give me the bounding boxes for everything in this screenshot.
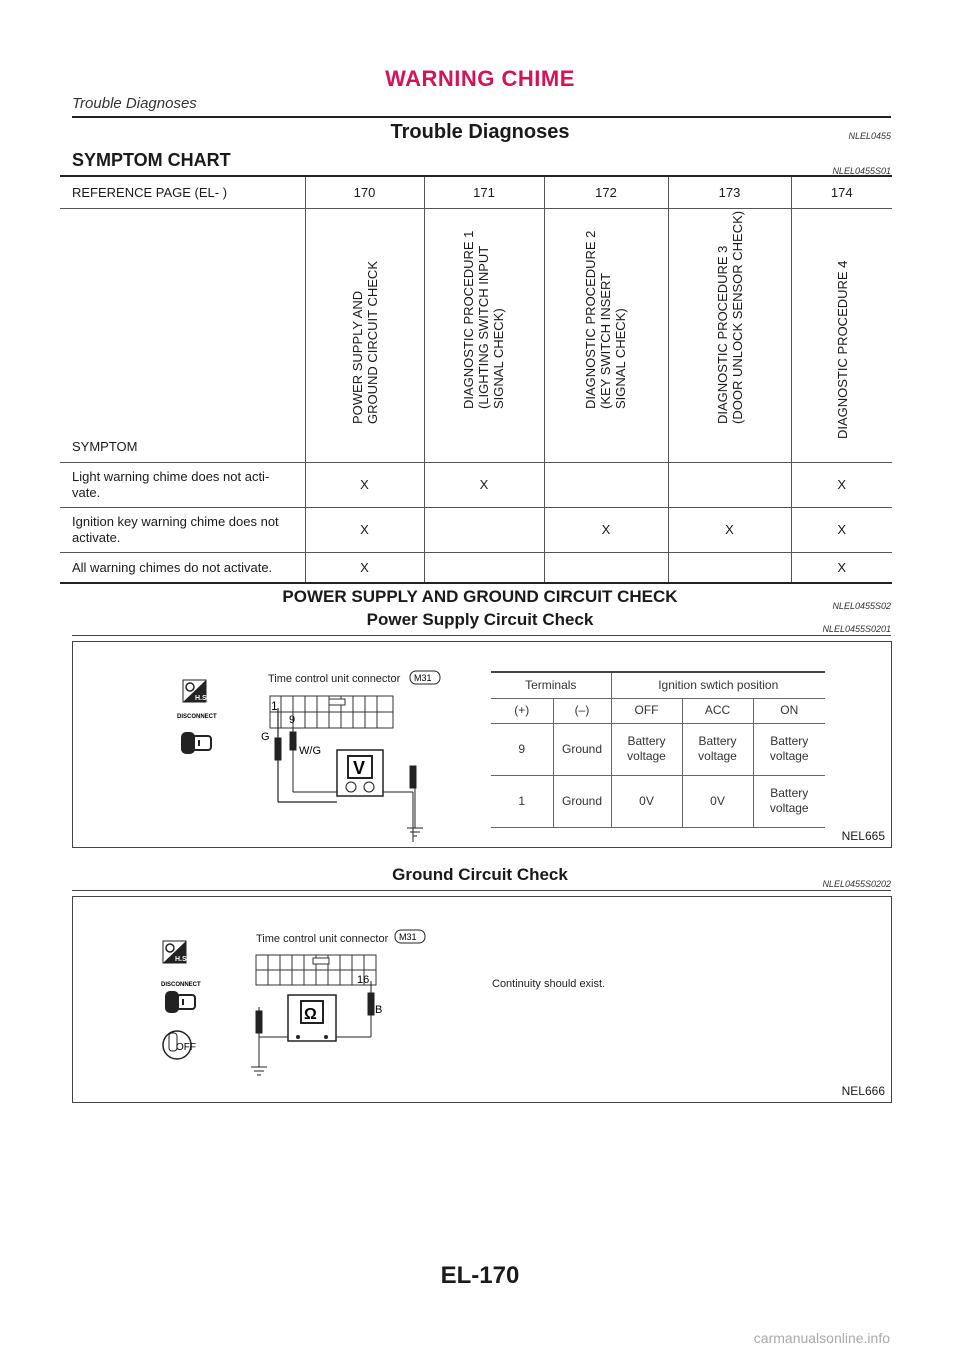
mark: X [791, 507, 892, 552]
mark [424, 552, 544, 583]
symptom-label: SYMPTOM [60, 208, 305, 462]
wire-wg-label: W/G [299, 745, 321, 757]
procedure-heading: DIAGNOSTIC PROCEDURE 4 [834, 260, 850, 439]
power-supply-figure [72, 641, 892, 848]
ref-page: 173 [668, 176, 791, 208]
symptom-text: All warning chimes do not activate. [60, 552, 305, 583]
procedure-heading: POWER SUPPLY AND GROUND CIRCUIT CHECK [349, 260, 380, 424]
cell: 0V [682, 775, 753, 827]
cell: Ground [553, 723, 611, 775]
mark: X [791, 552, 892, 583]
symptom-text: Ignition key warning chime does not activate. [60, 507, 305, 552]
table-row [491, 723, 825, 775]
ground-icon [407, 782, 423, 836]
figure-id: NEL666 [841, 1084, 885, 1098]
hs-icon [163, 941, 189, 963]
ignition-position-heading: Ignition swtich position [611, 672, 825, 698]
cell: Battery voltage [753, 775, 825, 827]
pin-16-label: 16 [357, 974, 370, 986]
mark: X [424, 462, 544, 507]
mark [668, 462, 791, 507]
section-title: Trouble Diagnoses [390, 121, 570, 143]
ground-icon [251, 1067, 267, 1075]
chapter-subtitle: Trouble Diagnoses [72, 95, 197, 112]
page-number: EL-170 [440, 1262, 520, 1289]
disconnect-icon [181, 732, 211, 754]
connector-label: Time control unit connector [256, 933, 389, 945]
ref-page: 170 [305, 176, 424, 208]
col-heading: OFF [611, 698, 682, 723]
reference-page-row [60, 176, 892, 208]
cell: 1 [491, 775, 553, 827]
connector-id: M31 [414, 673, 432, 683]
ref-page: 174 [791, 176, 892, 208]
connector-id: M31 [399, 932, 417, 942]
col-heading: (–) [553, 698, 611, 723]
cell: Ground [553, 775, 611, 827]
table-row [491, 775, 825, 827]
chapter-title: WARNING CHIME [385, 66, 575, 91]
power-check-code: NLEL0455S0201 [822, 624, 891, 634]
hs-label: H.S. [175, 956, 189, 963]
symptom-chart-title: SYMPTOM CHART [72, 150, 231, 170]
mark: X [668, 507, 791, 552]
procedure-heading: DIAGNOSTIC PROCEDURE 2 (KEY SWITCH INSERT SIGNAL CHECK) [583, 230, 628, 409]
section-code: NLEL0455 [848, 131, 891, 141]
terminals-heading: Terminals [491, 672, 611, 698]
ref-page: 172 [544, 176, 668, 208]
disconnect-icon [165, 991, 195, 1013]
table-row [60, 507, 892, 552]
col-heading: ACC [682, 698, 753, 723]
symptom-chart-table [60, 175, 892, 584]
procedure-heading: DIAGNOSTIC PROCEDURE 3 (DOOR UNLOCK SENSOR CHECK) [714, 210, 745, 424]
ref-page: 171 [424, 176, 544, 208]
psgc-title: POWER SUPPLY AND GROUND CIRCUIT CHECK [282, 587, 678, 606]
ground-check-title: Ground Circuit Check [392, 865, 568, 884]
psgc-code: NLEL0455S02 [832, 601, 891, 611]
hs-label: H.S. [195, 695, 209, 702]
symptom-chart-code: NLEL0455S01 [832, 166, 891, 176]
mark: X [544, 507, 668, 552]
hs-icon [183, 680, 209, 702]
pin-1-label: 1 [271, 699, 278, 713]
table-row [60, 462, 892, 507]
symptom-text: Light warning chime does not acti- vate. [60, 462, 305, 507]
ground-check-code: NLEL0455S0202 [822, 879, 891, 889]
continuity-note: Continuity should exist. [492, 978, 606, 990]
ground-circuit-diagram [73, 897, 891, 1102]
header-rule [72, 116, 891, 118]
pin-9-label: 9 [289, 714, 296, 726]
section-rule [72, 890, 891, 891]
meter-label: V [353, 758, 366, 778]
cell: 0V [611, 775, 682, 827]
section-rule [72, 635, 891, 636]
mark [544, 462, 668, 507]
watermark: carmanualsonline.info [753, 1330, 890, 1346]
cell: Battery voltage [753, 723, 825, 775]
col-heading: ON [753, 698, 825, 723]
meter-label: Ω [304, 1006, 317, 1023]
disconnect-label: DISCONNECT [177, 714, 217, 720]
table-row [60, 552, 892, 583]
procedure-heading: DIAGNOSTIC PROCEDURE 1 (LIGHTING SWITCH INPUT SIGNAL CHECK) [461, 230, 506, 409]
reference-page-label: REFERENCE PAGE (EL- ) [60, 176, 305, 208]
procedure-header-row [60, 208, 892, 462]
off-label: OFF [176, 1042, 196, 1053]
power-check-title: Power Supply Circuit Check [366, 610, 594, 629]
mark [668, 552, 791, 583]
figure-id: NEL665 [841, 829, 885, 843]
terminal-voltage-table [491, 671, 825, 828]
disconnect-label: DISCONNECT [161, 982, 201, 988]
col-heading: (+) [491, 698, 553, 723]
ground-circuit-figure [72, 896, 892, 1103]
cell: Battery voltage [611, 723, 682, 775]
wire-g-label: G [261, 731, 270, 743]
connector-label: Time control unit connector [268, 673, 401, 685]
cell: Battery voltage [682, 723, 753, 775]
cell: 9 [491, 723, 553, 775]
mark: X [305, 552, 424, 583]
wire-b-label: B [375, 1004, 383, 1016]
mark [424, 507, 544, 552]
mark: X [305, 507, 424, 552]
mark: X [791, 462, 892, 507]
mark [544, 552, 668, 583]
mark: X [305, 462, 424, 507]
